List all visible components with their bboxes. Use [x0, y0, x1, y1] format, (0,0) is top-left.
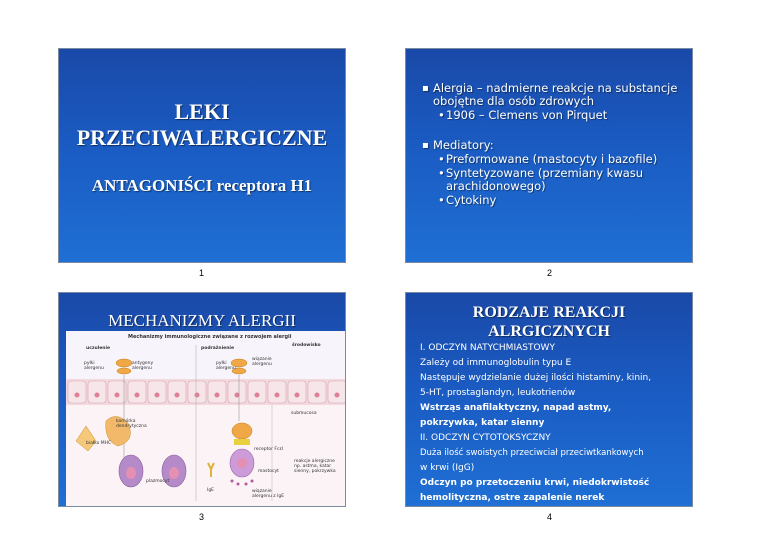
slide-3-title: MECHANIZMY ALERGII — [108, 311, 296, 330]
slide-1-subtitle: ANTAGONIŚCI receptora H1 — [91, 176, 313, 195]
bullet-mediatory: ▪ Mediatory: — [433, 139, 494, 152]
allergy-mechanism-diagram — [66, 331, 346, 506]
sub-bullet-pirquet: • 1906 – Clemens von Pirquet — [446, 109, 607, 122]
reaction-line-6: pokrzywka, katar sienny — [420, 418, 545, 428]
sub-bullet-syntetyzowane-2: arachidonowego) — [446, 179, 546, 193]
reaction-line-1: I. ODCZYN NATYCHMIASTOWY — [420, 343, 555, 353]
reaction-line-9: w krwi (IgG) — [420, 463, 475, 473]
diagram-label-pylki-1: pyłki alergenu — [84, 361, 104, 371]
reaction-line-2: Zależy od immunoglobulin typu E — [420, 358, 572, 368]
reaction-line-8: Duża ilość swoistych przeciwciał przeciwtkankowych — [420, 448, 644, 458]
reaction-line-11: hemolityczna, ostre zapalenie nerek — [420, 493, 605, 503]
diagram-title: Mechanizmy immunologiczne związane z rozwojem alergii — [128, 334, 292, 340]
diagram-label-antygeny: antygeny alergenu — [132, 361, 154, 371]
diagram-label-wiazanie: wiązanie alergenu — [252, 357, 272, 367]
page-number-1: 1 — [199, 268, 205, 278]
diagram-label-mhc: białko MHC — [86, 441, 112, 446]
slide-1-title — [59, 99, 345, 151]
slide-1 — [58, 48, 346, 263]
sub-bullet-syntetyzowane: • Syntetyzowane (przemiany kwasu — [446, 167, 643, 180]
diagram-label-reakcje: reakcje alergiczne np. astma, katar sienny, pokrzywka — [294, 459, 336, 474]
slide-4-title-line-1: RODZAJE REAKCJI — [472, 304, 626, 321]
diagram-label-uczulenie: uczulenie — [86, 346, 111, 351]
slide-4-title-line-2: ALRGICZNYCH — [488, 323, 610, 340]
reaction-line-4: 5-HT, prostaglandyn, leukotrienów — [420, 388, 576, 398]
slide-3 — [58, 292, 346, 507]
bullet-alergia-text: – nadmierne reakcje na substancje — [473, 81, 678, 95]
diagram-label-pylki-2: pyłki alergenu — [216, 361, 236, 371]
bullet-alergia-head: Alergia — [433, 81, 474, 95]
diagram-label-wiazanie-ige: wiązanie alergenu z IgE — [252, 489, 285, 499]
diagram-label-podraznienie: podrażnienie — [201, 346, 235, 351]
sub-bullet-preformowane: • Preformowane (mastocyty i bazofile) — [446, 153, 657, 166]
reaction-line-10: Odczyn po przetoczeniu krwi, niedokrwistość — [420, 478, 650, 488]
diagram-illustration — [66, 331, 346, 506]
diagram-label-komorka-dendrytyczna: komórka dendrytyczna — [116, 419, 147, 429]
diagram-label-srodowisko: środowisko — [292, 343, 321, 348]
slide-1-title-line-1: LEKI — [174, 99, 230, 124]
slide-4-title — [406, 303, 692, 341]
diagram-label-plazmocyt: plazmocyt — [146, 479, 170, 484]
slide-2 — [405, 48, 693, 263]
diagram-label-receptor: receptor FcɛI — [254, 447, 284, 452]
diagram-label-ige: IgE — [207, 488, 215, 493]
reaction-line-7: II. ODCZYN CYTOTOKSYCZNY — [420, 433, 551, 443]
slide-1-title-line-2: PRZECIWALERGICZNE — [76, 125, 328, 150]
page-number-2: 2 — [547, 268, 553, 278]
page-number-3: 3 — [199, 512, 205, 522]
slide-4 — [405, 292, 693, 507]
diagram-label-submucosa: submucosa — [291, 411, 317, 416]
diagram-label-mastocyt: mastocyt — [258, 469, 279, 474]
reaction-line-3: Następuje wydzielanie dużej ilości histaminy, kinin, — [420, 373, 652, 383]
page-number-4: 4 — [547, 512, 553, 522]
bullet-alergia-text-2: obojętne dla osób zdrowych — [433, 94, 595, 108]
sub-bullet-cytokiny: • Cytokiny — [446, 194, 496, 207]
reaction-line-5: Wstrząs anafilaktyczny, napad astmy, — [420, 403, 612, 413]
